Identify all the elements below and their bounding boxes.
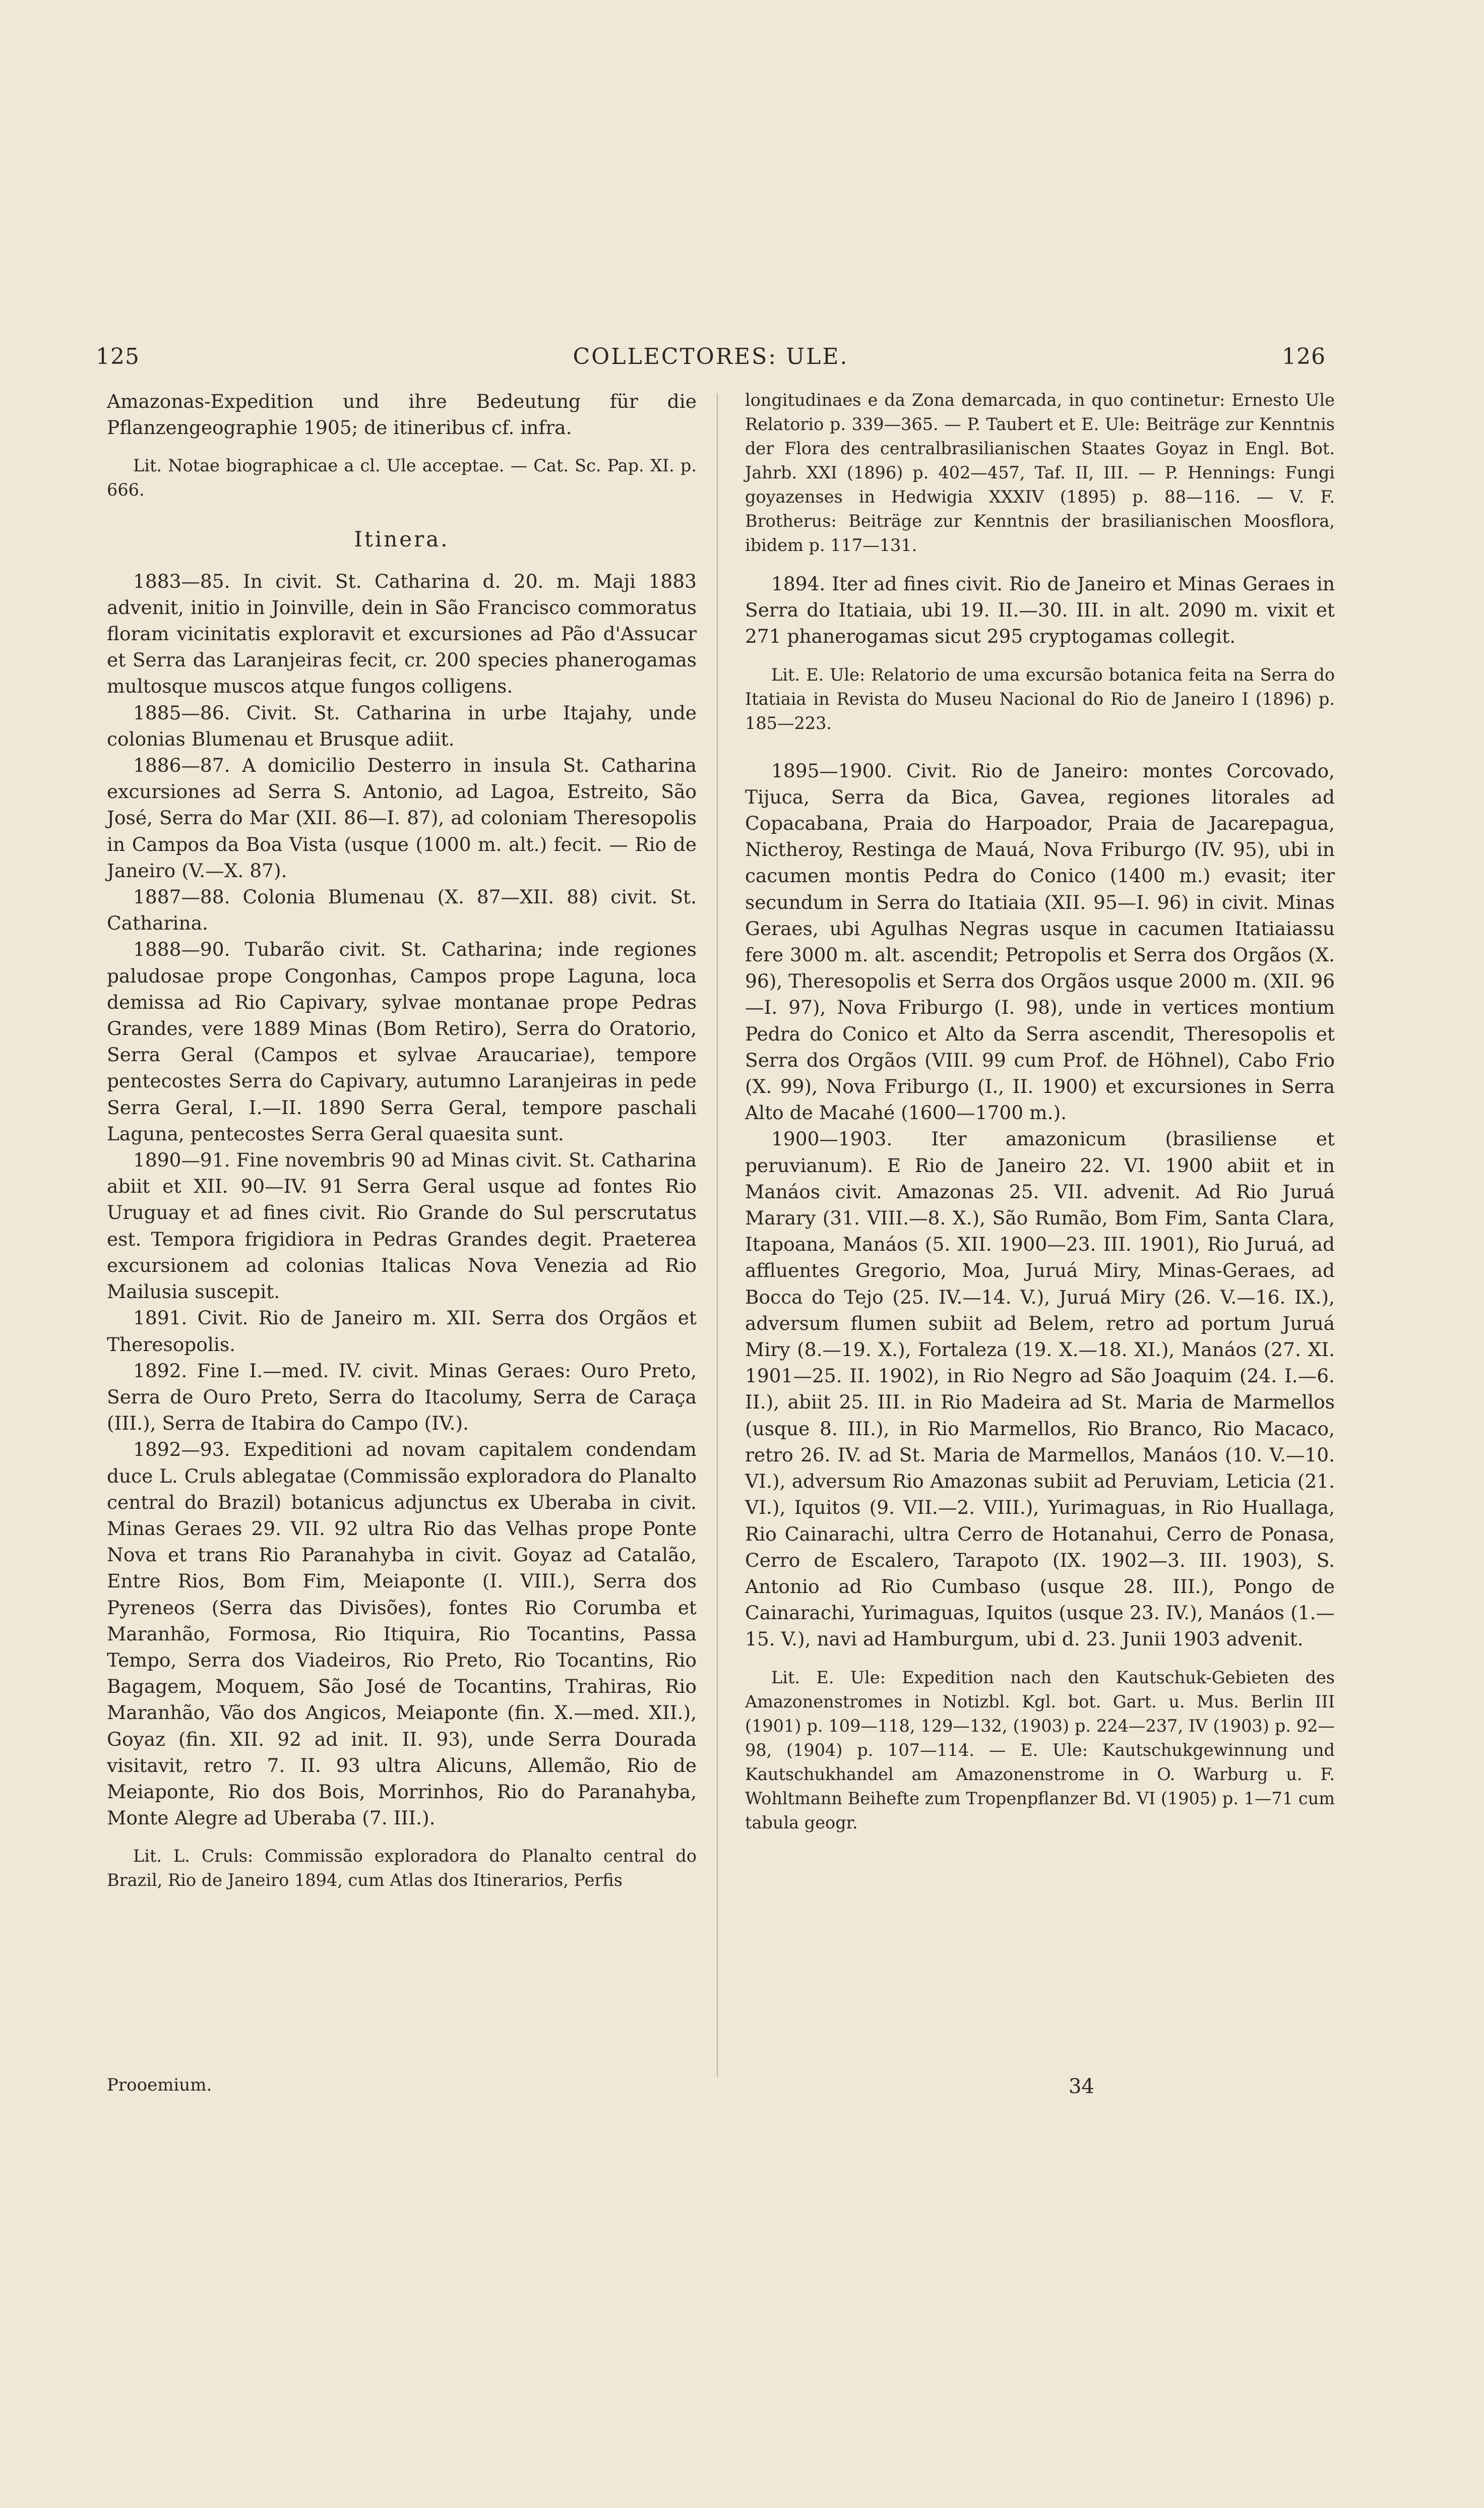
- column-divider: [717, 393, 718, 2077]
- itinerary-1892-93: 1892—93. Expeditioni ad novam capitalem condendam duce L. Cruls ablegatae (Commissão exploradora do Planalto central do Brazil) botanicus adjunctus ex Uberaba in civit. Minas Geraes 29. VII. 92 ultra Rio das Velhas prope Ponte Nova et trans Rio Paranahyba in civit. Goyaz ad Catalão, Entre Rios, Bom Fim, Meiaponte (I. VIII.), Serra dos Pyreneos (Serra das Divisões), fontes Rio Corumba et Maranhão, Formosa, Rio Itiquira, Rio Tocantins, Passa Tempo, Serra dos Viadeiros, Rio Preto, Rio Tocantins, Rio Bagagem, Moquem, São José de Tocantins, Trahiras, Rio Maranhão, Vão dos Angicos, Meiaponte (fin. X.—med. XII.), Goyaz (fin. XII. 92 ad init. II. 93), unde Serra Dourada visitavit, retro 7. II. 93 ultra Alicuns, Allemão, Rio de Meiaponte, Rio dos Bois, Morrinhos, Rio do Paranahyba, Monte Alegre ad Uberaba (7. III.).: [107, 1438, 697, 1829]
- itinerary-1886: 1886—87. A domicilio Desterro in insula St. Catharina excursiones ad Serra S. Antonio, ad Lagoa, Estreito, São José, Serra do Mar (XII. 86—I. 87), ad coloniam Theresopolis in Campos da Boa Vista (usque (1000 m. alt.) fecit. — Rio de Janeiro (V.—X. 87).: [107, 754, 697, 882]
- itinerary-1887: 1887—88. Colonia Blumenau (X. 87—XII. 88) civit. St. Catharina.: [107, 886, 697, 935]
- left-column: [107, 388, 697, 1892]
- itinerary-1894: 1894. Iter ad fines civit. Rio de Janeiro et Minas Geraes in Serra do Itatiaia, ubi 19. II.—30. III. in alt. 2090 m. vixit et 271 phanerogamas sicut 295 cryptogamas collegit.: [745, 573, 1335, 648]
- itinerary-1900: 1900—1903. Iter amazonicum (brasiliense et peruvianum). E Rio de Janeiro 22. VI. 1900 abiit et in Manáos civit. Amazonas 25. VII. advenit. Ad Rio Juruá Marary (31. VIII.—8. X.), São Rumão, Bom Fim, Santa Clara, Itapoana, Manáos (5. XII. 1900—23. III. 1901), Rio Juruá, ad affluentes Gregorio, Moa, Juruá Miry, Minas-Geraes, ad Bocca do Tejo (25. IV.—14. V.), Juruá Miry (26. V.—16. IX.), adversum flumen subiit ad Belem, retro ad portum Juruá Miry (8.—19. X.), Fortaleza (19. X.—18. XI.), Manáos (27. XI. 1901—25. II. 1902), in Rio Negro ad São Joaquim (24. I.—6. II.), abiit 25. III. in Rio Madeira ad St. Maria de Marmellos (usque 8. III.), in Rio Marmellos, Rio Branco, Rio Macaco, retro 26. IV. ad St. Maria de Marmellos, Manáos (10. V.—10. VI.), adversum Rio Amazonas subiit ad Peruviam, Leticia (21. VI.), Iquitos (9. VII.—2. VIII.), Yurimaguas, in Rio Huallaga, Rio Cainarachi, ultra Cerro de Hotanahui, Cerro de Ponasa, Cerro de Escalero, Tarapoto (IX. 1902—3. III. 1903), S. Antonio ad Rio Cumbaso (usque 28. III.), Pongo de Cainarachi, Yurimaguas, Iquitos (usque 23. IV.), Manáos (1.—15. V.), navi ad Hamburgum, ubi d. 23. Junii 1903 advenit.: [745, 1128, 1335, 1650]
- literature-continued: longitudinaes e da Zona demarcada, in quo continetur: Ernesto Ule Relatorio p. 339—365. — P. Taubert et E. Ule: Beiträge zur Kenntnis der Flora des centralbrasilianischen Staates Goyaz in Engl. Bot. Jahrb. XXI (1896) p. 402—457, Taf. II, III. — P. Hennings: Fungi goyazenses in Hedwigia XXXIV (1895) p. 88—116. — V. F. Brotherus: Beiträge zur Kenntnis der brasilianischen Moosflora, ibidem p. 117—131.: [745, 390, 1335, 555]
- footer-left: Prooemium.: [107, 2075, 212, 2095]
- running-title: COLLECTORES: ULE.: [573, 344, 849, 370]
- literature-note: Lit. L. Cruls: Commissão exploradora do Planalto central do Brazil, Rio de Janeiro 1894, cum Atlas dos Itinerarios, Perfis: [107, 1846, 697, 1890]
- itinerary-1888: 1888—90. Tubarão civit. St. Catharina; inde regiones paludosae prope Congonhas, Campos prope Laguna, loca demissa ad Rio Capivary, sylvae montanae prope Pedras Grandes, vere 1889 Minas (Bom Retiro), Serra do Oratorio, Serra Geral (Campos et sylvae Araucariae), tempore pentecostes Serra do Capivary, autumno Laranjeiras in pede Serra Geral, I.—II. 1890 Serra Geral, tempore paschali Laguna, pentecostes Serra Geral quaesita sunt.: [107, 938, 697, 1145]
- literature-note: Lit. E. Ule: Relatorio de uma excursão botanica feita na Serra do Itatiaia in Revista do Museu Nacional do Rio de Janeiro I (1896) p. 185—223.: [745, 664, 1335, 733]
- literature-note: Lit. Notae biographicae a cl. Ule acceptae. — Cat. Sc. Pap. XI. p. 666.: [107, 456, 697, 500]
- page-number-right: 126: [1282, 344, 1326, 370]
- literature-note: Lit. E. Ule: Expedition nach den Kautschuk-Gebieten des Amazonenstromes in Notizbl. Kgl. bot. Gart. u. Mus. Berlin III (1901) p. 109—118, 129—132, (1903) p. 224—237, IV (1903) p. 92—98, (1904) p. 107—114. — E. Ule: Kautschukgewinnung und Kautschukhandel am Amazonenstrome in O. Warburg u. F. Wohltmann Beihefte zum Tropenpflanzer Bd. VI (1905) p. 1—71 cum tabula geogr.: [745, 1667, 1335, 1832]
- itinerary-1883: 1883—85. In civit. St. Catharina d. 20. m. Maji 1883 advenit, initio in Joinville, dein in São Francisco commoratus floram vicinitatis exploravit et excursiones ad Pão d'Assucar et Serra das Laranjeiras fecit, cr. 200 species phanerogamas multosque muscos atque fungos colligens.: [107, 570, 697, 698]
- itinerary-1895: 1895—1900. Civit. Rio de Janeiro: montes Corcovado, Tijuca, Serra da Bica, Gavea, regiones litorales ad Copacabana, Praia do Harpoador, Praia de Jacarepagua, Nictheroy, Restinga de Mauá, Nova Friburgo (IV. 95), ubi in cacumen montis Pedra do Conico (1400 m.) evasit; iter secundum in Serra do Itatiaia (XII. 95—I. 96) in civit. Minas Geraes, ubi Agulhas Negras usque in cacumen Itatiaiassu fere 3000 m. alt. ascendit; Petropolis et Serra dos Orgãos (X. 96), Theresopolis et Serra dos Orgãos usque 2000 m. (XII. 96—I. 97), Nova Friburgo (I. 98), unde in vertices montium Pedra do Conico et Alto da Serra ascendit, Theresopolis et Serra dos Orgãos (VIII. 99 cum Prof. de Höhnel), Cabo Frio (X. 99), Nova Friburgo (I., II. 1900) et excursiones in Serra Alto de Macahé (1600—1700 m.).: [745, 759, 1335, 1124]
- running-header: [96, 344, 1326, 379]
- page-number-left: 125: [96, 344, 140, 370]
- paragraph-intro: Amazonas-Expedition und ihre Bedeutung für die Pflanzengeographie 1905; de itineribus cf. infra.: [107, 390, 697, 439]
- itinerary-1885: 1885—86. Civit. St. Catharina in urbe Itajahy, unde colonias Blumenau et Brusque adiit.: [107, 701, 697, 750]
- itinerary-1892: 1892. Fine I.—med. IV. civit. Minas Geraes: Ouro Preto, Serra de Ouro Preto, Serra do Itacolumy, Serra de Caraça (III.), Serra de Itabira do Campo (IV.).: [107, 1359, 697, 1435]
- itinerary-1890: 1890—91. Fine novembris 90 ad Minas civit. St. Catharina abiit et XII. 90—IV. 91 Serra Geral usque ad fontes Rio Uruguay et ad fines civit. Rio Grande do Sul perscrutatus est. Tempora frigidiora in Pedras Grandes degit. Praeterea excursionem ad colonias Italicas Nova Venezia ad Rio Mailusia suscepit.: [107, 1149, 697, 1303]
- right-column: [745, 388, 1335, 1835]
- section-heading: Itinera.: [354, 527, 450, 552]
- footer-page-number: 34: [1069, 2075, 1094, 2098]
- itinerary-1891: 1891. Civit. Rio de Janeiro m. XII. Serra dos Orgãos et Theresopolis.: [107, 1307, 697, 1356]
